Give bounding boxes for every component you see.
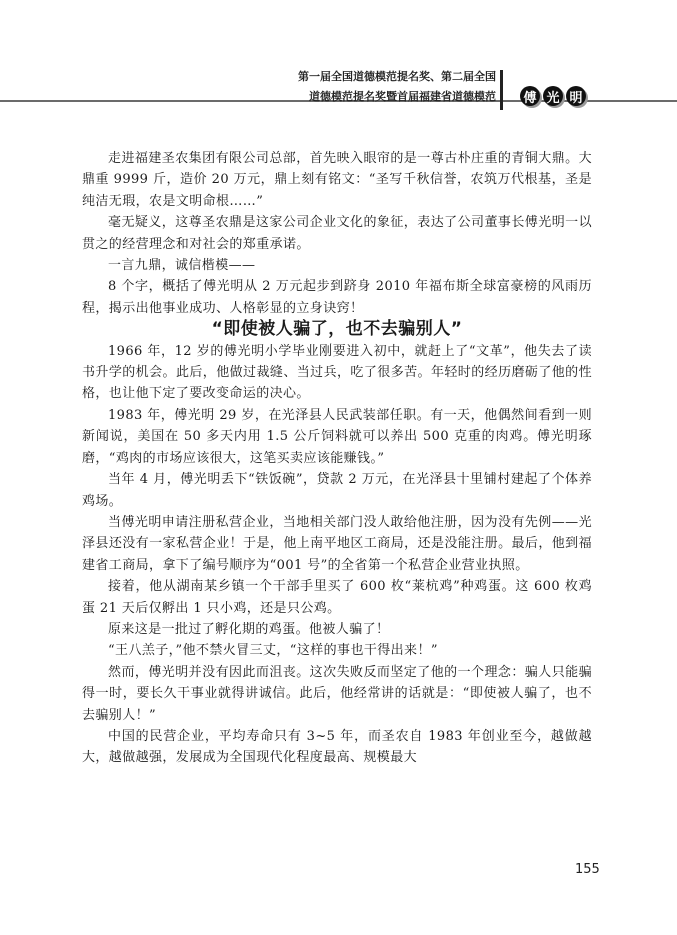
running-header: [230, 67, 496, 107]
body-paragraph: 然而，傅光明并没有因此而沮丧。这次失败反而坚定了他的一个理念：骗人只能骗得一时，要长久干事业就得讲诚信。此后，他经常讲的话就是：“即使被人骗了，也不去骗别人！”: [82, 664, 592, 723]
body-paragraph: 走进福建圣农集团有限公司总部，首先映入眼帘的是一尊古朴庄重的青铜大鼎。大鼎重 9999 斤，造价 20 万元，鼎上刻有铭文：“圣写千秋信誉，农筑万代根基，圣是纯洁无瑕，农是文明命根……”: [82, 151, 592, 209]
body-paragraph: 原来这是一批过了孵化期的鸡蛋。他被人骗了！: [108, 621, 390, 637]
body-paragraph: 1966 年，12 岁的傅光明小学毕业刚要进入初中，就赶上了“文革”，他失去了读书升学的机会。此后，他做过裁缝、当过兵，吃了很多苦。年轻时的经历磨砺了他的性格，也让他下定了要改变命运的决心。: [82, 343, 592, 402]
page-number: 155: [575, 862, 600, 877]
body-paragraph: 当年 4 月，傅光明丢下“铁饭碗”，贷款 2 万元，在光泽县十里铺村建起了个体养鸡场。: [82, 472, 592, 509]
chapter-name-badges: [520, 86, 586, 106]
body-paragraph: 8 个字，概括了傅光明从 2 万元起步到跻身 2010 年福布斯全球富豪榜的风雨历程，揭示出他事业成功、人格彰显的立身诀窍！: [82, 279, 592, 316]
article-body: [82, 148, 592, 769]
body-paragraph: 接着，他从湖南某乡镇一个干部手里买了 600 枚“莱杭鸡”种鸡蛋。这 600 枚鸡蛋 21 天后仅孵出 1 只小鸡，还是只公鸡。: [82, 579, 592, 616]
body-paragraph: “王八羔子，”他不禁火冒三丈，“这样的事也干得出来！”: [108, 643, 438, 659]
body-paragraph: 中国的民营企业，平均寿命只有 3~5 年，而圣农自 1983 年创业至今，越做越大，越做越强，发展成为全国现代化程度最高、规模最大: [82, 728, 592, 766]
name-badge-char: 光: [543, 86, 563, 106]
name-badge-char: 傅: [520, 86, 540, 106]
body-paragraph: 1983 年，傅光明 29 岁，在光泽县人民武装部任职。有一天，他偶然间看到一则新闻说，美国在 50 多天内用 1.5 公斤饲料就可以养出 500 克重的肉鸡。傅光明琢磨，“鸡肉的市场应该很大，这笔买卖应该能赚钱。”: [82, 407, 592, 466]
section-heading: “即使被人骗了，也不去骗别人”: [211, 319, 463, 340]
running-header-line-2: 道德模范提名奖暨首届福建省道德模范: [309, 90, 496, 103]
header-divider-bar: [500, 70, 503, 110]
body-paragraph: 一言九鼎，诚信楷模——: [108, 258, 256, 274]
body-paragraph: 毫无疑义，这尊圣农鼎是这家公司企业文化的象征，表达了公司董事长傅光明一以贯之的经营理念和对社会的郑重承诺。: [82, 215, 592, 252]
running-header-line-1: 第一届全国道德模范提名奖、第二届全国: [298, 70, 496, 83]
name-badge-char: 明: [566, 86, 586, 106]
body-paragraph: 当傅光明申请注册私营企业，当地相关部门没人敢给他注册，因为没有先例——光泽县还没有一家私营企业！于是，他上南平地区工商局，还是没能注册。最后，他到福建省工商局，拿下了编号顺序为“001 号”的全省第一个私营企业营业执照。: [82, 514, 592, 573]
